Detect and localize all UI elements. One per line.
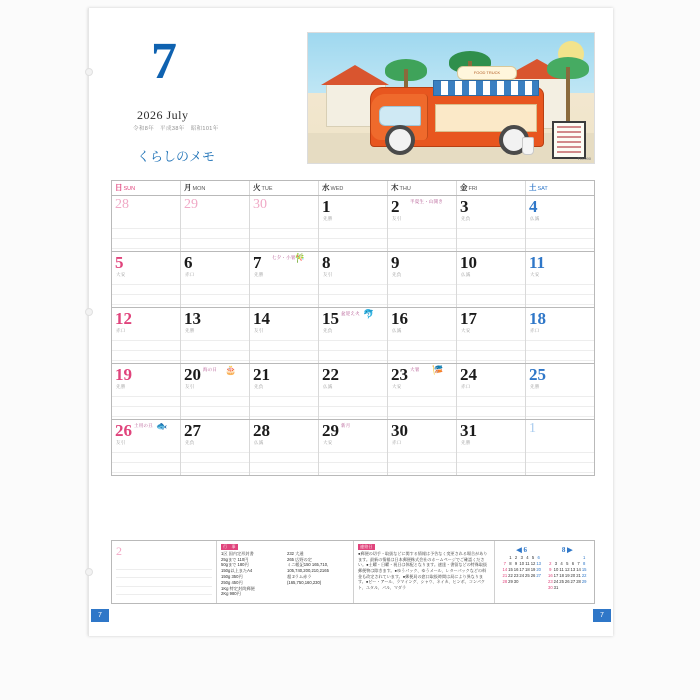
day-rokuyo: 仏滅	[530, 216, 540, 221]
page-tab-right[interactable]: 7	[593, 609, 611, 622]
weekday-mon	[181, 181, 250, 195]
weekday-jp: 土	[529, 183, 537, 192]
mini-day-cell: 14	[502, 567, 508, 573]
mini-day-cell: 22	[581, 573, 587, 579]
mini-day-cell: 29	[508, 579, 513, 585]
weekday-jp: 火	[253, 183, 261, 192]
calendar-header	[89, 8, 613, 173]
weekday-en: SAT	[537, 186, 548, 192]
day-ruled-lines	[250, 331, 318, 361]
day-number: 6	[184, 253, 193, 272]
mini-day-cell: 7	[577, 561, 580, 567]
month-number: 7	[151, 33, 176, 90]
day-ruled-lines	[319, 331, 387, 361]
day-ruled-lines	[457, 275, 525, 305]
weekday-en: TUE	[261, 186, 273, 192]
day-cell[interactable]	[457, 420, 526, 475]
mini-day-cell: 1	[583, 555, 586, 560]
day-ruled-lines	[526, 443, 594, 473]
postage-line: (165,750,160,230)	[287, 579, 322, 585]
mini-week-row	[502, 579, 542, 585]
day-cell[interactable]	[526, 364, 594, 419]
mini-day-cell: 16	[547, 573, 553, 579]
day-rokuyo: 赤口	[392, 440, 402, 445]
day-ruled-lines	[388, 331, 456, 361]
mini-day-cell: 20	[536, 567, 541, 573]
mini-day-cell: 2	[549, 561, 552, 567]
day-cell[interactable]	[319, 252, 388, 307]
day-rokuyo: 先勝	[323, 216, 333, 221]
day-cell[interactable]	[181, 420, 250, 475]
day-sticker-icon: 🎋	[294, 253, 306, 263]
day-number: 20	[184, 365, 201, 384]
day-rokuyo: 赤口	[116, 328, 126, 333]
day-number: 28	[115, 197, 129, 212]
mini-day-cell: 28	[502, 579, 508, 585]
day-rokuyo: 先負	[323, 328, 333, 333]
day-rokuyo: 仏滅	[392, 328, 402, 333]
memo-ruled-lines	[116, 561, 212, 603]
day-cell[interactable]	[250, 196, 319, 251]
mini-day-cell: 7	[503, 561, 506, 567]
month-year-label: 2026 July	[137, 108, 189, 122]
mini-day-cell: 1	[509, 555, 512, 560]
weekday-sat	[526, 181, 594, 195]
day-cell[interactable]	[388, 364, 457, 419]
day-ruled-lines	[388, 219, 456, 249]
mini-day-cell: 25	[525, 573, 530, 579]
day-number: 28	[253, 421, 270, 440]
day-cell[interactable]	[526, 196, 594, 251]
mini-day-cell: 31	[553, 585, 559, 591]
day-rokuyo: 友引	[254, 328, 264, 333]
mini-day-cell: 27	[570, 579, 576, 585]
day-number: 1	[529, 421, 536, 436]
day-cell[interactable]	[112, 420, 181, 475]
day-ruled-lines	[319, 443, 387, 473]
weekday-jp: 水	[322, 183, 330, 192]
day-cell[interactable]	[319, 420, 388, 475]
day-rokuyo: 友引	[392, 216, 402, 221]
mini-day-cell: 18	[525, 567, 530, 573]
postage-line: 250g 450円	[221, 579, 243, 585]
weekday-wed	[319, 181, 388, 195]
day-ruled-lines	[526, 275, 594, 305]
footer-panels	[111, 540, 595, 604]
weekday-tue	[250, 181, 319, 195]
day-number: 10	[460, 253, 477, 272]
mini-day-cell: 4	[560, 561, 563, 567]
palm-trunk	[566, 67, 570, 127]
postage-right-column	[287, 551, 349, 597]
day-rokuyo: 赤口	[530, 328, 540, 333]
mini-day-cell: 15	[508, 567, 513, 573]
mini-day-cell: 6	[571, 561, 575, 567]
day-number: 13	[184, 309, 201, 328]
illustration-code: TO-990	[577, 156, 591, 161]
day-rokuyo: 先勝	[116, 384, 126, 389]
weekday-header-row	[112, 181, 594, 196]
day-number: 15	[322, 309, 339, 328]
mini-day-cell: 19	[530, 567, 536, 573]
mini-week-row	[548, 585, 588, 591]
day-ruled-lines	[319, 275, 387, 305]
postage-line: 50gまで 180円	[221, 562, 249, 568]
mini-day-cell: 10	[519, 561, 525, 567]
day-cell[interactable]	[526, 252, 594, 307]
weekday-en: MON	[192, 186, 206, 192]
postage-line: 150g以上またA4	[221, 568, 253, 574]
menu-board-icon	[552, 121, 586, 159]
day-cell[interactable]	[112, 308, 181, 363]
day-ruled-lines	[250, 275, 318, 305]
weekday-en: WED	[330, 186, 344, 192]
week-rows	[112, 196, 594, 476]
day-number: 14	[253, 309, 270, 328]
day-number: 24	[460, 365, 477, 384]
mini-day-cell: 13	[536, 561, 541, 567]
day-ruled-lines	[388, 387, 456, 417]
day-ruled-lines	[181, 387, 249, 417]
mini-day-cell: 20	[570, 573, 576, 579]
day-number: 23	[391, 365, 408, 384]
mini-day-cell: 5	[531, 555, 535, 560]
day-number: 12	[115, 309, 132, 328]
mini-day-cell: 17	[519, 567, 525, 573]
week-row	[112, 196, 594, 252]
day-event-label: 半夏生・山開き	[410, 199, 443, 204]
roof-shape	[321, 65, 389, 85]
binding-hole	[85, 568, 93, 576]
mini-day-cell: 3	[520, 555, 523, 560]
mini-calendar-next[interactable]	[545, 544, 591, 600]
page-tab-left[interactable]: 7	[91, 609, 109, 622]
day-ruled-lines	[319, 219, 387, 249]
day-cell[interactable]	[319, 364, 388, 419]
day-ruled-lines	[319, 387, 387, 417]
mini-day-cell: 16	[513, 567, 519, 573]
day-ruled-lines	[181, 443, 249, 473]
day-number: 17	[460, 309, 477, 328]
postage-line: 265 広野の定	[287, 556, 312, 562]
day-cell[interactable]	[250, 308, 319, 363]
mini-calendars	[495, 541, 594, 603]
binding-hole	[85, 308, 93, 316]
day-ruled-lines	[526, 219, 594, 249]
day-event-label: 大暑	[410, 367, 420, 372]
mini-day-cell: 6	[537, 555, 540, 560]
day-number: 19	[115, 365, 132, 384]
day-number: 21	[253, 365, 270, 384]
postage-title: 行 事	[223, 544, 236, 549]
notes-body: ●郵便の切手・取扱などに関する情報は予告なく変更される場合があります。最新の情報は日本郵便株式会社のホームページでご確認ください。●土曜・日曜・祝日は休配となります。速達・書留などの特殊取扱郵便物は除きます。●ゆうパック、ゆうメール、レターパックなどの料金も改定されています。●郵便局の窓口取扱時間は局により異なります。●ビー・アール、ラマイング、シャウ、ネイカ、ヒンボ、コンパクト、ユタル、パル、マダラ	[358, 550, 488, 591]
mini-day-cell: 21	[576, 573, 581, 579]
day-ruled-lines	[250, 387, 318, 417]
footer-notes-box	[354, 541, 495, 603]
day-rokuyo: 先負	[392, 272, 402, 277]
day-rokuyo: 先勝	[461, 440, 471, 445]
day-cell[interactable]	[526, 420, 594, 475]
drink-cup-icon	[522, 137, 534, 155]
mini-day-cell: 30	[513, 579, 519, 585]
mini-day-cell: 23	[547, 579, 553, 585]
day-ruled-lines	[250, 443, 318, 473]
day-ruled-lines	[112, 219, 180, 249]
day-number: 30	[253, 197, 267, 212]
day-ruled-lines	[181, 331, 249, 361]
day-cell[interactable]	[388, 420, 457, 475]
day-cell[interactable]	[250, 420, 319, 475]
weekday-jp: 金	[460, 183, 468, 192]
day-rokuyo: 大安	[461, 328, 471, 333]
mini-day-cell: 4	[526, 555, 529, 560]
day-event-label: 新月	[341, 423, 351, 428]
day-cell[interactable]	[457, 364, 526, 419]
day-number: 2	[391, 197, 400, 216]
week-row	[112, 252, 594, 308]
day-cell[interactable]	[250, 252, 319, 307]
day-number: 29	[184, 197, 198, 212]
mini-day-cell: 21	[502, 573, 508, 579]
mini-day-cell: 9	[549, 567, 552, 573]
mini-day-cell: 12	[564, 567, 570, 573]
weekday-jp: 月	[184, 183, 192, 192]
mini-day-cell: 17	[553, 573, 559, 579]
postage-line: 超 2ラム赤ラ	[287, 573, 312, 579]
day-cell[interactable]	[112, 196, 181, 251]
day-rokuyo: 仏滅	[323, 384, 333, 389]
day-number: 8	[322, 253, 331, 272]
mini-day-cell	[581, 585, 587, 591]
postage-line: 1Kg 特定封筒郵便	[221, 585, 255, 591]
mini-day-cell: 2	[514, 555, 518, 560]
day-ruled-lines	[526, 331, 594, 361]
mini-day-cell: 14	[576, 567, 581, 573]
day-sticker-icon: 🐟	[156, 421, 168, 431]
day-cell[interactable]	[112, 364, 181, 419]
mini-day-cell: 8	[509, 561, 512, 567]
day-event-label: 七夕・小暑	[272, 255, 296, 260]
day-ruled-lines	[457, 387, 525, 417]
mini-day-cell: 26	[530, 573, 536, 579]
postage-line: ミニ帳記150 165,710,	[287, 562, 329, 568]
day-rokuyo: 先勝	[254, 272, 264, 277]
mini-day-cell: 13	[570, 567, 576, 573]
postage-line: 25gまで 110円	[221, 556, 249, 562]
awning-shape	[433, 80, 539, 96]
wheel-shape	[385, 125, 415, 155]
day-number: 25	[529, 365, 546, 384]
day-number: 29	[322, 421, 339, 440]
day-cell[interactable]	[457, 252, 526, 307]
day-rokuyo: 先負	[254, 384, 264, 389]
weekday-en: SUN	[123, 186, 136, 192]
day-number: 4	[529, 197, 538, 216]
weekday-jp: 日	[115, 183, 123, 192]
mini-day-cell: 22	[508, 573, 513, 579]
weekday-thu	[388, 181, 457, 195]
day-ruled-lines	[112, 275, 180, 305]
mini-day-cell: 9	[514, 561, 518, 567]
day-number: 5	[115, 253, 124, 272]
day-rokuyo: 友引	[116, 440, 126, 445]
food-truck-shape	[370, 70, 544, 147]
weekday-jp: 木	[391, 183, 399, 192]
mini-calendar-prev-title: ◀ 6	[516, 546, 528, 554]
weekday-fri	[457, 181, 526, 195]
day-cell[interactable]	[319, 196, 388, 251]
day-cell[interactable]	[319, 308, 388, 363]
day-number: 31	[460, 421, 477, 440]
mini-day-cell: 11	[525, 561, 530, 567]
day-rokuyo: 赤口	[461, 384, 471, 389]
day-cell[interactable]	[457, 308, 526, 363]
month-grid	[111, 180, 595, 476]
postage-left-column	[221, 551, 283, 597]
day-ruled-lines	[457, 443, 525, 473]
mini-day-cell: 3	[554, 561, 558, 567]
day-cell[interactable]	[181, 308, 250, 363]
mini-day-cell: 25	[559, 579, 564, 585]
day-rokuyo: 友引	[323, 272, 333, 277]
day-rokuyo: 大安	[116, 272, 126, 277]
mini-day-cell: 27	[536, 573, 541, 579]
day-rokuyo: 大安	[530, 272, 540, 277]
day-cell[interactable]	[181, 252, 250, 307]
mini-day-cell: 23	[513, 573, 519, 579]
day-number: 7	[253, 253, 262, 272]
day-rokuyo: 先勝	[185, 328, 195, 333]
weekday-sun	[112, 181, 181, 195]
weekday-en: THU	[399, 186, 411, 192]
truck-window	[379, 106, 421, 126]
footer-postage-box	[217, 541, 354, 603]
day-ruled-lines	[388, 275, 456, 305]
day-event-label: 土用の丑	[134, 423, 153, 428]
mini-day-cell: 30	[547, 585, 553, 591]
day-number: 22	[322, 365, 339, 384]
day-number: 27	[184, 421, 201, 440]
postage-line: 150g 350円	[221, 573, 243, 579]
day-cell[interactable]	[526, 308, 594, 363]
mini-day-cell: 15	[581, 567, 587, 573]
day-rokuyo: 仏滅	[254, 440, 264, 445]
day-ruled-lines	[388, 443, 456, 473]
day-ruled-lines	[112, 387, 180, 417]
era-label: 令和8年 平成38年 昭和101年	[133, 126, 219, 132]
day-ruled-lines	[457, 331, 525, 361]
mini-day-cell: 19	[564, 573, 570, 579]
day-ruled-lines	[112, 331, 180, 361]
day-ruled-lines	[181, 275, 249, 305]
day-number: 26	[115, 421, 132, 440]
calendar-sheet	[88, 8, 613, 636]
day-number: 3	[460, 197, 469, 216]
day-ruled-lines	[250, 219, 318, 249]
mini-day-cell: 12	[530, 561, 536, 567]
day-sticker-icon: 🎂	[225, 365, 237, 375]
mini-day-cell: 26	[564, 579, 570, 585]
day-ruled-lines	[112, 443, 180, 473]
day-rokuyo: 友引	[185, 384, 195, 389]
day-cell[interactable]	[250, 364, 319, 419]
footer-memo-box[interactable]	[112, 541, 217, 603]
day-ruled-lines	[526, 387, 594, 417]
mini-day-cell: 11	[559, 567, 564, 573]
postage-line: 2Kg 980円	[221, 591, 241, 597]
day-rokuyo: 先勝	[530, 384, 540, 389]
day-sticker-icon: 🎏	[432, 365, 444, 375]
mini-day-cell: 24	[519, 573, 525, 579]
memo-month-number: 2	[116, 544, 122, 558]
mini-calendar-next-title: 8 ▶	[561, 546, 573, 554]
week-row	[112, 420, 594, 476]
day-rokuyo: 先負	[461, 216, 471, 221]
mini-day-cell: 29	[581, 579, 587, 585]
day-cell[interactable]	[388, 196, 457, 251]
day-cell[interactable]	[457, 196, 526, 251]
day-sticker-icon: 🐬	[363, 309, 375, 319]
day-number: 16	[391, 309, 408, 328]
mini-day-cell	[536, 579, 542, 585]
mini-calendar-prev[interactable]	[499, 544, 545, 600]
day-number: 1	[322, 197, 331, 216]
day-cell[interactable]	[181, 364, 250, 419]
day-cell[interactable]	[388, 252, 457, 307]
notes-title: 連絡日	[360, 544, 373, 549]
day-event-label: 盆迎え火	[341, 311, 360, 316]
day-event-label: 海の日	[203, 367, 218, 372]
mini-day-cell: 5	[566, 561, 569, 567]
illustration-food-truck	[307, 32, 595, 164]
week-row	[112, 308, 594, 364]
day-ruled-lines	[181, 219, 249, 249]
day-rokuyo: 仏滅	[461, 272, 471, 277]
day-cell[interactable]	[388, 308, 457, 363]
mini-day-cell: 24	[553, 579, 559, 585]
day-cell[interactable]	[181, 196, 250, 251]
day-rokuyo: 大安	[323, 440, 333, 445]
memo-title: くらしのメモ	[137, 149, 216, 164]
postage-line: 1区 国内定形封書	[221, 550, 254, 556]
day-rokuyo: 先負	[185, 440, 195, 445]
day-number: 30	[391, 421, 408, 440]
week-row	[112, 364, 594, 420]
day-number: 11	[529, 253, 546, 272]
day-ruled-lines	[457, 219, 525, 249]
weekday-en: FRI	[468, 186, 478, 192]
postage-line: 105,740,200,210,2165	[287, 568, 329, 574]
day-number: 9	[391, 253, 400, 272]
mini-day-cell: 8	[583, 561, 586, 567]
day-number: 18	[529, 309, 546, 328]
truck-sign: FOOD TRUCK	[457, 66, 517, 80]
day-cell[interactable]	[112, 252, 181, 307]
day-rokuyo: 大安	[392, 384, 402, 389]
postage-line: 232 大通	[287, 550, 304, 556]
mini-day-cell: 10	[553, 567, 559, 573]
mini-day-cell: 18	[559, 573, 564, 579]
day-rokuyo: 赤口	[185, 272, 195, 277]
mini-day-cell: 28	[576, 579, 581, 585]
